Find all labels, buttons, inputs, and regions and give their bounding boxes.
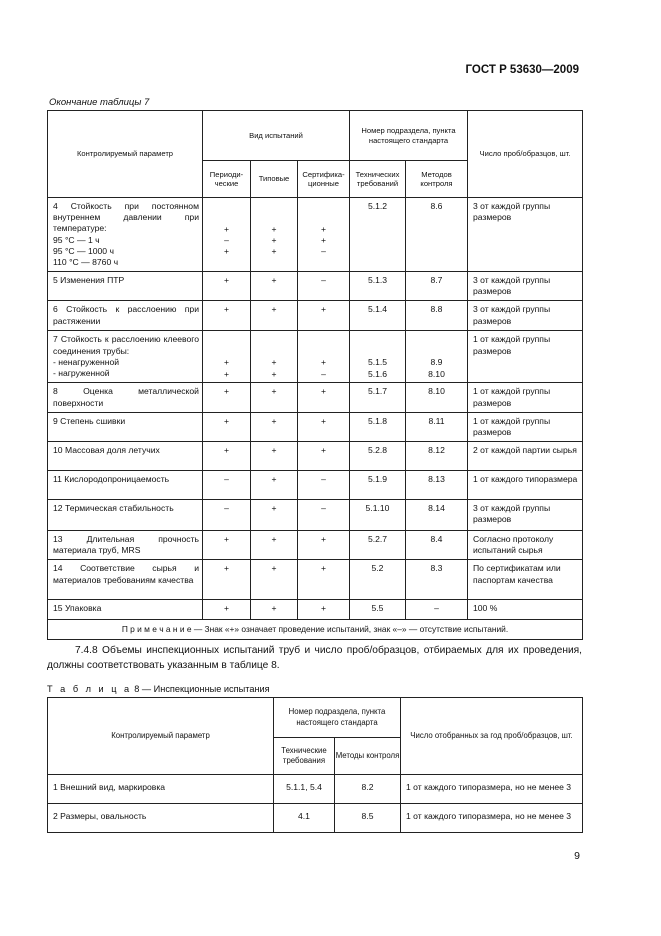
typical-cell: + xyxy=(251,471,298,500)
tech-req-cell: 5.1.3 xyxy=(350,272,406,301)
table-row xyxy=(48,198,583,272)
certification-cell: + xyxy=(298,442,350,471)
param-line: 4 Стойкость при постоянном внутреннем давлении при температуре: xyxy=(53,201,199,234)
header-test-type: Вид испытаний xyxy=(203,111,350,161)
tech-req-cell: 5.2.8 xyxy=(350,442,406,471)
typical-cell: + xyxy=(251,500,298,531)
typical-cell: + xyxy=(251,383,298,412)
table-row xyxy=(48,383,583,412)
certification-cell: – xyxy=(298,272,350,301)
param-cell: 2 Размеры, овальность xyxy=(48,804,274,833)
header-param: Контролируемый параметр xyxy=(48,111,203,198)
control-method-cell: 8.5 xyxy=(335,804,401,833)
tech-req-cell: 5.2.7 xyxy=(350,531,406,560)
table8-caption-title: 8 — Инспекционные испытания xyxy=(134,684,270,694)
param-line: 95 °С — 1 ч xyxy=(53,234,100,245)
table-row xyxy=(48,804,583,833)
certification-cell xyxy=(298,331,350,383)
table-row xyxy=(48,272,583,301)
table-7 xyxy=(47,110,583,640)
typical-cell: + xyxy=(251,272,298,301)
tech-req-cell: 5.2 xyxy=(350,560,406,600)
param-cell: 14 Соответствие сырья и материалов требованиям качества xyxy=(48,560,203,600)
certification-cell xyxy=(298,198,350,272)
mark: + xyxy=(223,357,230,368)
tech-req-cell: 5.1.7 xyxy=(350,383,406,412)
section-paragraph: 7.4.8 Объемы инспекционных испытаний труб и число проб/образцов, отбираемых для их проведения, должны соответствовать указанным в таблице 8. xyxy=(47,645,582,672)
control-method-cell: 8.2 xyxy=(335,775,401,804)
samples-cell: 2 от каждой партии сырья xyxy=(468,442,583,471)
mark: – xyxy=(224,235,229,246)
samples-cell: 1 от каждой группы размеров xyxy=(468,331,583,383)
table8-caption-word: Т а б л и ц а xyxy=(47,684,132,694)
header-tech-req: Технических требований xyxy=(350,161,406,198)
section-ref: 5.1.5 xyxy=(367,357,388,368)
param-cell: 5 Изменения ПТР xyxy=(48,272,203,301)
periodic-cell xyxy=(203,198,251,272)
typical-cell xyxy=(251,331,298,383)
mark: – xyxy=(321,368,326,379)
typical-cell: + xyxy=(251,442,298,471)
tech-req-cell: 5.1.1, 5.4 xyxy=(274,775,335,804)
samples-cell: По сертификатам или паспортам качества xyxy=(468,560,583,600)
table-row xyxy=(48,331,583,383)
periodic-cell: + xyxy=(203,301,251,331)
param-cell xyxy=(48,198,203,272)
control-method-cell: 8.12 xyxy=(406,442,468,471)
typical-cell: + xyxy=(251,301,298,331)
mark: + xyxy=(271,357,277,368)
samples-cell: 100 % xyxy=(468,600,583,620)
header-tech-req: Технические требования xyxy=(274,738,335,775)
samples-cell: 1 от каждой группы размеров xyxy=(468,383,583,412)
tech-req-cell: 5.1.4 xyxy=(350,301,406,331)
mark: + xyxy=(320,357,327,368)
typical-cell: + xyxy=(251,560,298,600)
control-method-cell: 8.3 xyxy=(406,560,468,600)
header-samples: Число отобранных за год проб/образцов, шт. xyxy=(401,698,583,775)
table8-caption xyxy=(47,684,270,694)
mark: + xyxy=(271,368,277,379)
periodic-cell: – xyxy=(203,471,251,500)
control-method-cell: 8.13 xyxy=(406,471,468,500)
header-param: Контролируемый параметр xyxy=(48,698,274,775)
header-samples: Число проб/образцов, шт. xyxy=(468,111,583,198)
param-cell: 12 Термическая стабильность xyxy=(48,500,203,531)
samples-cell: 3 от каждой группы размеров xyxy=(468,500,583,531)
typical-cell xyxy=(251,198,298,272)
header-control-methods: Методов контроля xyxy=(406,161,468,198)
tech-req-cell xyxy=(350,331,406,383)
table-row xyxy=(48,500,583,531)
header-section-number: Номер подраздела, пункта настоящего стандарта xyxy=(274,698,401,738)
param-cell: 13 Длительная прочность материала труб, MRS xyxy=(48,531,203,560)
certification-cell: + xyxy=(298,531,350,560)
header-certification: Сертифика-ционные xyxy=(298,161,350,198)
tech-req-cell: 5.5 xyxy=(350,600,406,620)
table-row xyxy=(48,471,583,500)
param-cell: 6 Стойкость к расслоению при растяжении xyxy=(48,301,203,331)
periodic-cell xyxy=(203,331,251,383)
tech-req-cell: 5.1.2 xyxy=(350,198,406,272)
samples-cell: 1 от каждого типоразмера xyxy=(468,471,583,500)
param-cell xyxy=(48,331,203,383)
header-periodic: Периоди-ческие xyxy=(203,161,251,198)
certification-cell: – xyxy=(298,500,350,531)
table-row xyxy=(48,775,583,804)
param-cell: 11 Кислородопроницаемость xyxy=(48,471,203,500)
table-row xyxy=(48,442,583,471)
control-method-cell: 8.10 xyxy=(406,383,468,412)
typical-cell: + xyxy=(251,531,298,560)
table-row xyxy=(48,301,583,331)
table-note-row xyxy=(48,620,583,640)
table-8 xyxy=(47,697,583,833)
certification-cell: + xyxy=(298,301,350,331)
periodic-cell: + xyxy=(203,412,251,441)
document-header: ГОСТ Р 53630—2009 xyxy=(465,64,579,76)
param-line: 95 °С — 1000 ч xyxy=(53,245,114,256)
header-section-number: Номер подраздела, пункта настоящего стандарта xyxy=(350,111,468,161)
table7-note: П р и м е ч а н и е — Знак «+» означает проведение испытаний, знак «–» — отсутствие испытаний. xyxy=(48,620,583,640)
mark: + xyxy=(320,224,327,234)
periodic-cell: – xyxy=(203,500,251,531)
control-method-cell: – xyxy=(406,600,468,620)
tech-req-cell: 5.1.8 xyxy=(350,412,406,441)
certification-cell: + xyxy=(298,600,350,620)
mark: + xyxy=(223,224,230,234)
control-method-cell: 8.6 xyxy=(406,198,468,272)
samples-cell: 1 от каждого типоразмера, но не менее 3 xyxy=(401,804,583,833)
param-line: - ненагруженной xyxy=(53,356,120,367)
control-method-cell: 8.14 xyxy=(406,500,468,531)
mark: + xyxy=(271,235,277,246)
param-cell: 1 Внешний вид, маркировка xyxy=(48,775,274,804)
table-row xyxy=(48,412,583,441)
control-method-cell: 8.7 xyxy=(406,272,468,301)
param-cell: 9 Степень сшивки xyxy=(48,412,203,441)
certification-cell: + xyxy=(298,383,350,412)
param-line: 7 Стойкость к расслоению клеевого соединения трубы: xyxy=(53,334,199,356)
control-method-cell: 8.8 xyxy=(406,301,468,331)
periodic-cell: + xyxy=(203,600,251,620)
periodic-cell: + xyxy=(203,560,251,600)
tech-req-cell: 4.1 xyxy=(274,804,335,833)
mark: – xyxy=(321,246,326,257)
certification-cell: – xyxy=(298,471,350,500)
mark: + xyxy=(223,368,230,379)
section-ref: 5.1.6 xyxy=(367,368,388,379)
tech-req-cell: 5.1.9 xyxy=(350,471,406,500)
page-number: 9 xyxy=(574,850,580,862)
certification-cell: + xyxy=(298,560,350,600)
typical-cell: + xyxy=(251,600,298,620)
section-ref: 8.10 xyxy=(428,368,445,379)
samples-cell: 3 от каждой группы размеров xyxy=(468,272,583,301)
periodic-cell: + xyxy=(203,272,251,301)
mark: + xyxy=(320,235,327,246)
control-method-cell: 8.4 xyxy=(406,531,468,560)
table-row xyxy=(48,531,583,560)
table7-caption: Окончание таблицы 7 xyxy=(49,97,150,108)
samples-cell: 1 от каждого типоразмера, но не менее 3 xyxy=(401,775,583,804)
mark: + xyxy=(271,224,277,234)
periodic-cell: + xyxy=(203,383,251,412)
param-cell: 8 Оценка металлической поверхности xyxy=(48,383,203,412)
param-line: 110 °С — 8760 ч xyxy=(53,256,119,267)
param-cell: 10 Массовая доля летучих xyxy=(48,442,203,471)
samples-cell: 3 от каждой группы размеров xyxy=(468,301,583,331)
certification-cell: + xyxy=(298,412,350,441)
section-ref: 8.9 xyxy=(430,357,443,368)
control-method-cell: 8.11 xyxy=(406,412,468,441)
table-row xyxy=(48,560,583,600)
control-method-cell xyxy=(406,331,468,383)
mark: + xyxy=(223,246,230,257)
typical-cell: + xyxy=(251,412,298,441)
periodic-cell: + xyxy=(203,442,251,471)
mark: + xyxy=(271,246,277,257)
param-cell: 15 Упаковка xyxy=(48,600,203,620)
samples-cell: Согласно протоколу испытаний сырья xyxy=(468,531,583,560)
tech-req-cell: 5.1.10 xyxy=(350,500,406,531)
table-row xyxy=(48,600,583,620)
periodic-cell: + xyxy=(203,531,251,560)
param-line: - нагруженной xyxy=(53,367,110,378)
samples-cell: 3 от каждой группы размеров xyxy=(468,198,583,272)
header-typical: Типовые xyxy=(251,161,298,198)
samples-cell: 1 от каждой группы размеров xyxy=(468,412,583,441)
header-control-methods: Методы контроля xyxy=(335,738,401,775)
